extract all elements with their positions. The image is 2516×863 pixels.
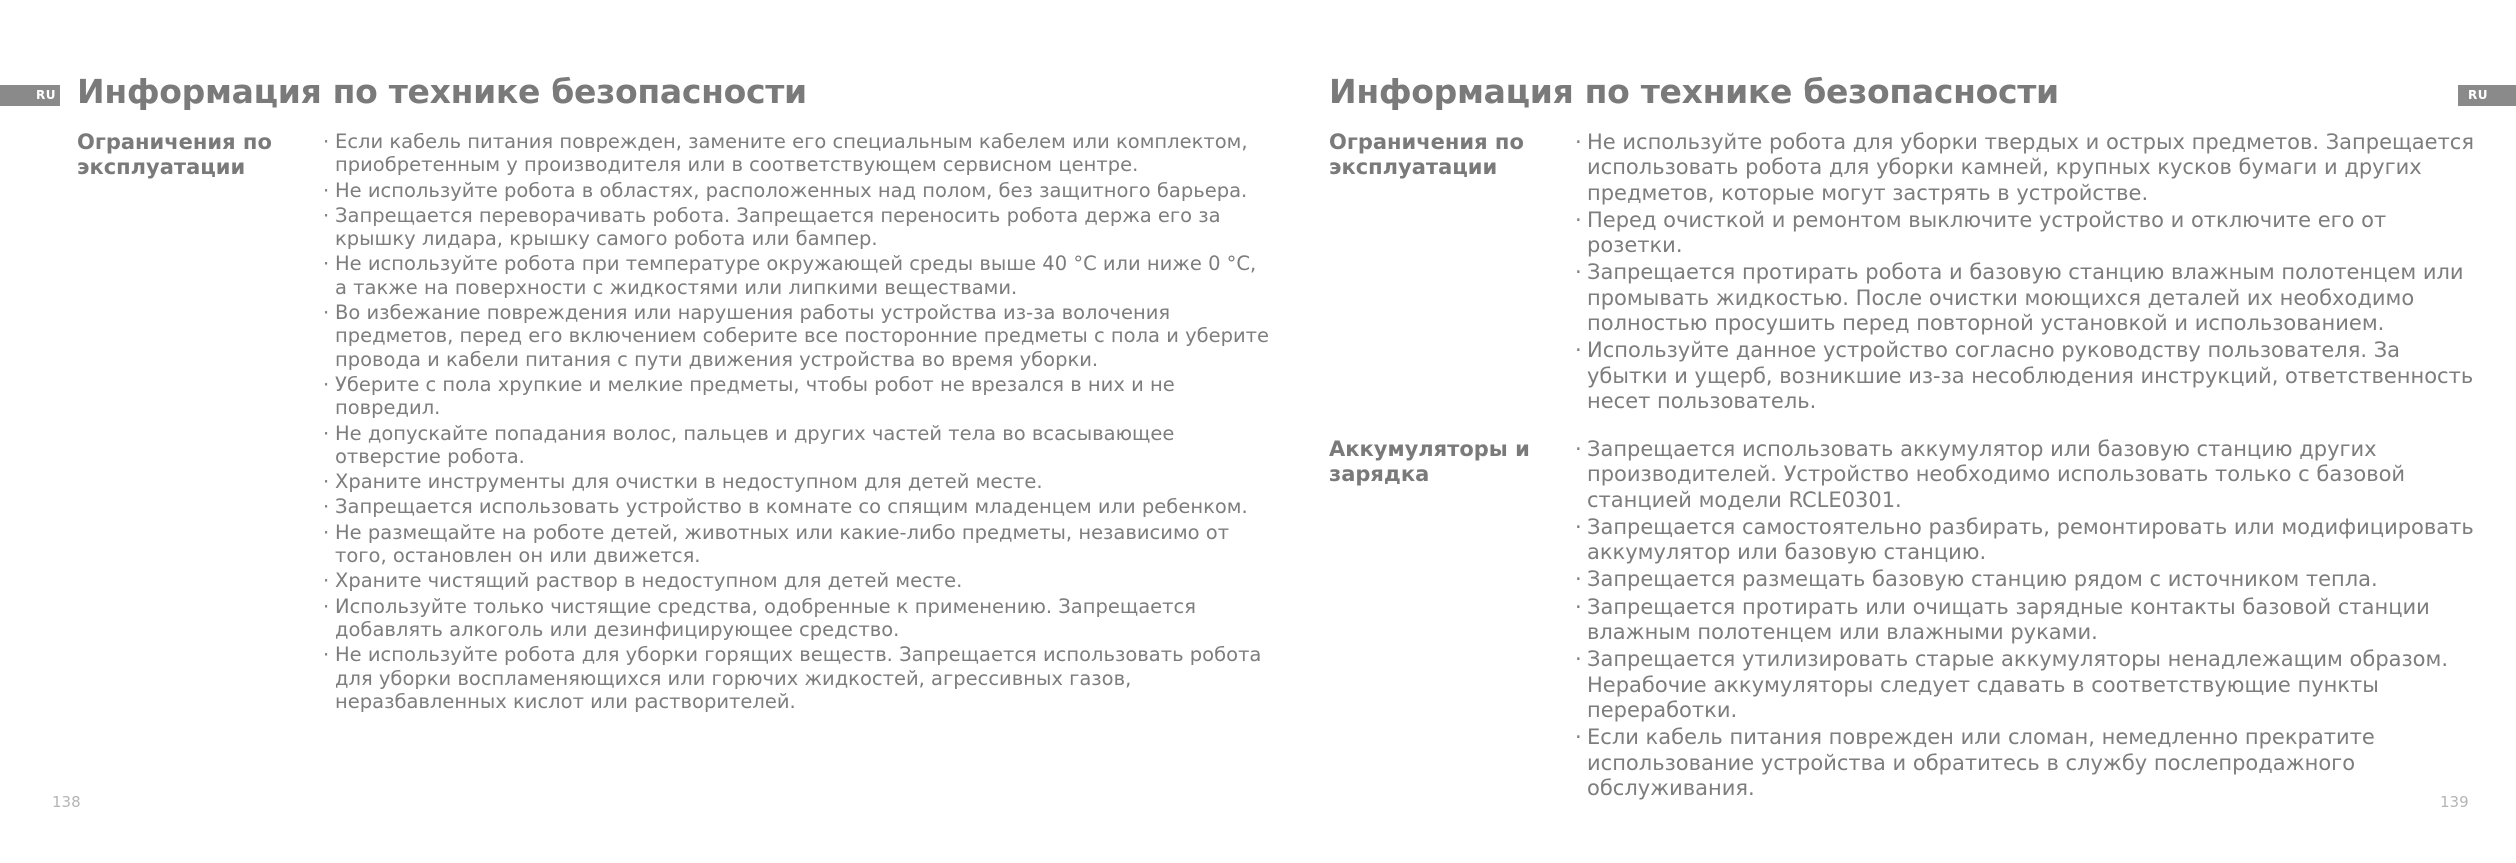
list-item: · Запрещается утилизировать старые аккумуляторы ненадлежащим образом. Нерабочие аккумуляторы следует сдавать в соответствующие пункты переработки. [1575,647,2485,723]
list-item: · Не используйте робота для уборки твердых и острых предметов. Запрещается использовать робота для уборки камней, крупных кусков бумаги и других предметов, которые могут застрять в устройстве. [1575,130,2485,206]
language-tab: RU [0,85,60,106]
list-item: · Используйте только чистящие средства, одобренные к применению. Запрещается добавлять алкоголь или дезинфицирующее средство. [323,595,1273,642]
language-tab: RU [2458,85,2516,106]
list-item: · Если кабель питания поврежден или сломан, немедленно прекратите использование устройства и обратитесь в службу послепродажного обслуживания. [1575,725,2485,801]
list-item: · Не используйте робота при температуре окружающей среды выше 40 °C или ниже 0 °C, а также на поверхности с жидкостями или липкими веществами. [323,252,1273,299]
list-item: · Уберите с пола хрупкие и мелкие предметы, чтобы робот не врезался в них и не повредил. [323,373,1273,420]
safety-list [1575,437,2485,803]
list-item: · Запрещается использовать аккумулятор или базовую станцию других производителей. Устройство необходимо использовать только с базовой станцией модели RCLE0301. [1575,437,2485,513]
section-label: Аккумуляторы и зарядка [1329,437,1530,486]
list-item: · Не допускайте попадания волос, пальцев и других частей тела во всасывающее отверстие робота. [323,422,1273,469]
list-item: · Используйте данное устройство согласно руководству пользователя. За убытки и ущерб, возникшие из-за несоблюдения инструкций, ответственность несет пользователь. [1575,338,2485,414]
section-label: Ограничения по эксплуатации [1329,130,1524,179]
right-page [1258,0,2516,863]
list-item: · Запрещается размещать базовую станцию рядом с источником тепла. [1575,567,2485,592]
list-item: · Перед очисткой и ремонтом выключите устройство и отключите его от розетки. [1575,208,2485,259]
list-item: · Запрещается переворачивать робота. Запрещается переносить робота держа его за крышку лидара, крышку самого робота или бампер. [323,204,1273,251]
list-item: · Запрещается протирать робота и базовую станцию влажным полотенцем или промывать жидкостью. После очистки моющихся деталей их необходимо полностью просушить перед повторной установкой и использованием. [1575,260,2485,336]
list-item: · Запрещается использовать устройство в комнате со спящим младенцем или ребенком. [323,495,1273,518]
list-item: · Если кабель питания поврежден, замените его специальным кабелем или комплектом, приобретенным у производителя или в соответствующем сервисном центре. [323,130,1273,177]
list-item: · Не используйте робота для уборки горящих веществ. Запрещается использовать робота для уборки воспламеняющихся или горючих жидкостей, агрессивных газов, неразбавленных кислот или растворителей. [323,643,1273,713]
list-item: · Запрещается самостоятельно разбирать, ремонтировать или модифицировать аккумулятор или базовую станцию. [1575,515,2485,566]
list-item: · Храните чистящий раствор в недоступном для детей месте. [323,569,1273,592]
list-item: · Храните инструменты для очистки в недоступном для детей месте. [323,470,1273,493]
page-number: 139 [2440,793,2469,811]
safety-list [1575,130,2485,416]
section-label: Ограничения по эксплуатации [77,130,272,179]
list-item: · Во избежание повреждения или нарушения работы устройства из-за волочения предметов, перед его включением соберите все посторонние предметы с пола и уберите провода и кабели питания с пути движения устройства во время уборки. [323,301,1273,371]
safety-list [323,130,1273,715]
page-number: 138 [52,793,81,811]
page-title: Информация по технике безопасности [77,72,807,111]
list-item: · Не используйте робота в областях, расположенных над полом, без защитного барьера. [323,179,1273,202]
page-title: Информация по технике безопасности [1329,72,2059,111]
list-item: · Не размещайте на роботе детей, животных или какие-либо предметы, независимо от того, остановлен он или движется. [323,521,1273,568]
list-item: · Запрещается протирать или очищать зарядные контакты базовой станции влажным полотенцем или влажными руками. [1575,595,2485,646]
